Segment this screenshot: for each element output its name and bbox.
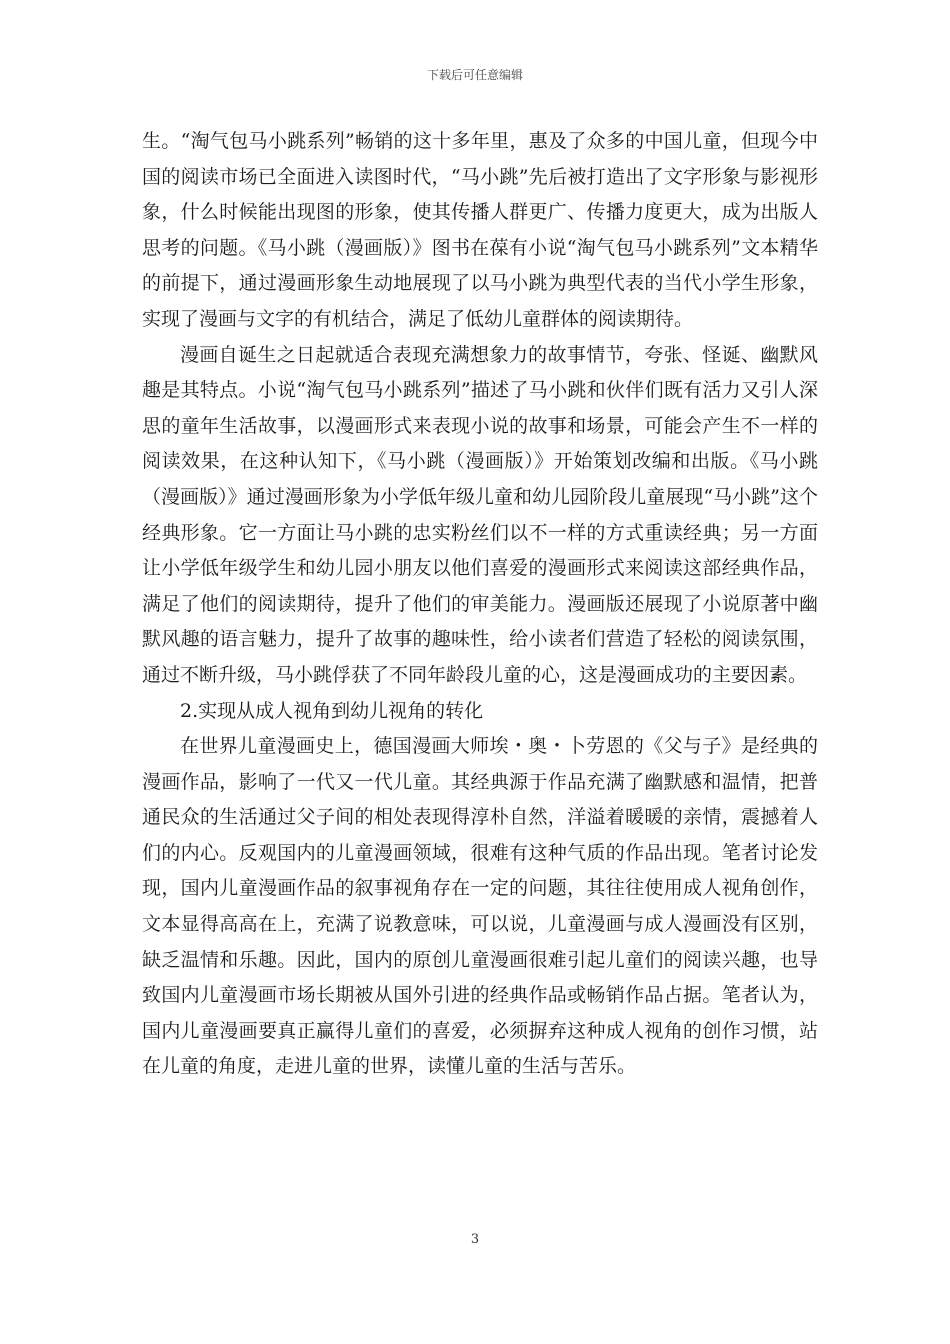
page-number: 3	[470, 1232, 480, 1247]
page-header-note: 下载后可任意编辑	[426, 68, 523, 82]
paragraph-2: 漫画自诞生之日起就适合表现充满想象力的故事情节，夸张、怪诞、幽默风趣是其特点。小说“淘气包马小跳系列”描述了马小跳和伙伴们既有活力又引人深思的童年生活故事，以漫画形式来表现小说的故事和场景，可能会产生不一样的阅读效果，在这种认知下，《马小跳（漫画版）》开始策划改编和出版。《马小跳（漫画版）》通过漫画形象为小学低年级儿童和幼儿园阶段儿童展现“马小跳”这个经典形象。它一方面让马小跳的忠实粉丝们以不一样的方式重读经典；另一方面让小学低年级学生和幼儿园小朋友以他们喜爱的漫画形式来阅读这部经典作品，满足了他们的阅读期待，提升了他们的审美能力。漫画版还展现了小说原著中幽默风趣的语言魅力，提升了故事的趣味性，给小读者们营造了轻松的阅读氛围，通过不断升级，马小跳俘获了不同年龄段儿童的心，这是漫画成功的主要因素。	[142, 343, 818, 686]
paragraph-3: 在世界儿童漫画史上，德国漫画大师埃・奥・卜劳恩的《父与子》是经典的漫画作品，影响了一代又一代儿童。其经典源于作品充满了幽默感和温情，把普通民众的生活通过父子间的相处表现得淳朴自然，洋溢着暖暖的亲情，震撼着人们的内心。反观国内的儿童漫画领域，很难有这种气质的作品出现。笔者讨论发现，国内儿童漫画作品的叙事视角存在一定的问题，其往往使用成人视角创作，文本显得高高在上，充满了说教意味，可以说，儿童漫画与成人漫画没有区别，缺乏温情和乐趣。因此，国内的原创儿童漫画很难引起儿童们的阅读兴趣，也导致国内儿童漫画市场长期被从国外引进的经典作品或畅销作品占据。笔者认为，国内儿童漫画要真正赢得儿童们的喜爱，必须摒弃这种成人视角的创作习惯，站在儿童的角度，走进儿童的世界，读懂儿童的生活与苦乐。	[142, 735, 818, 1078]
paragraph-1: 生。“淘气包马小跳系列”畅销的这十多年里，惠及了众多的中国儿童，但现今中国的阅读市场已全面进入读图时代，“马小跳”先后被打造出了文字形象与影视形象，什么时候能出现图的形象，使其传播人群更广、传播力度更大，成为出版人思考的问题。《马小跳（漫画版）》图书在葆有小说“淘气包马小跳系列”文本精华的前提下，通过漫画形象生动地展现了以马小跳为典型代表的当代小学生形象，实现了漫画与文字的有机结合，满足了低幼儿童群体的阅读期待。	[142, 130, 818, 330]
body-text	[142, 124, 818, 1085]
section-heading: 2.实现从成人视角到幼儿视角的转化	[180, 699, 484, 722]
